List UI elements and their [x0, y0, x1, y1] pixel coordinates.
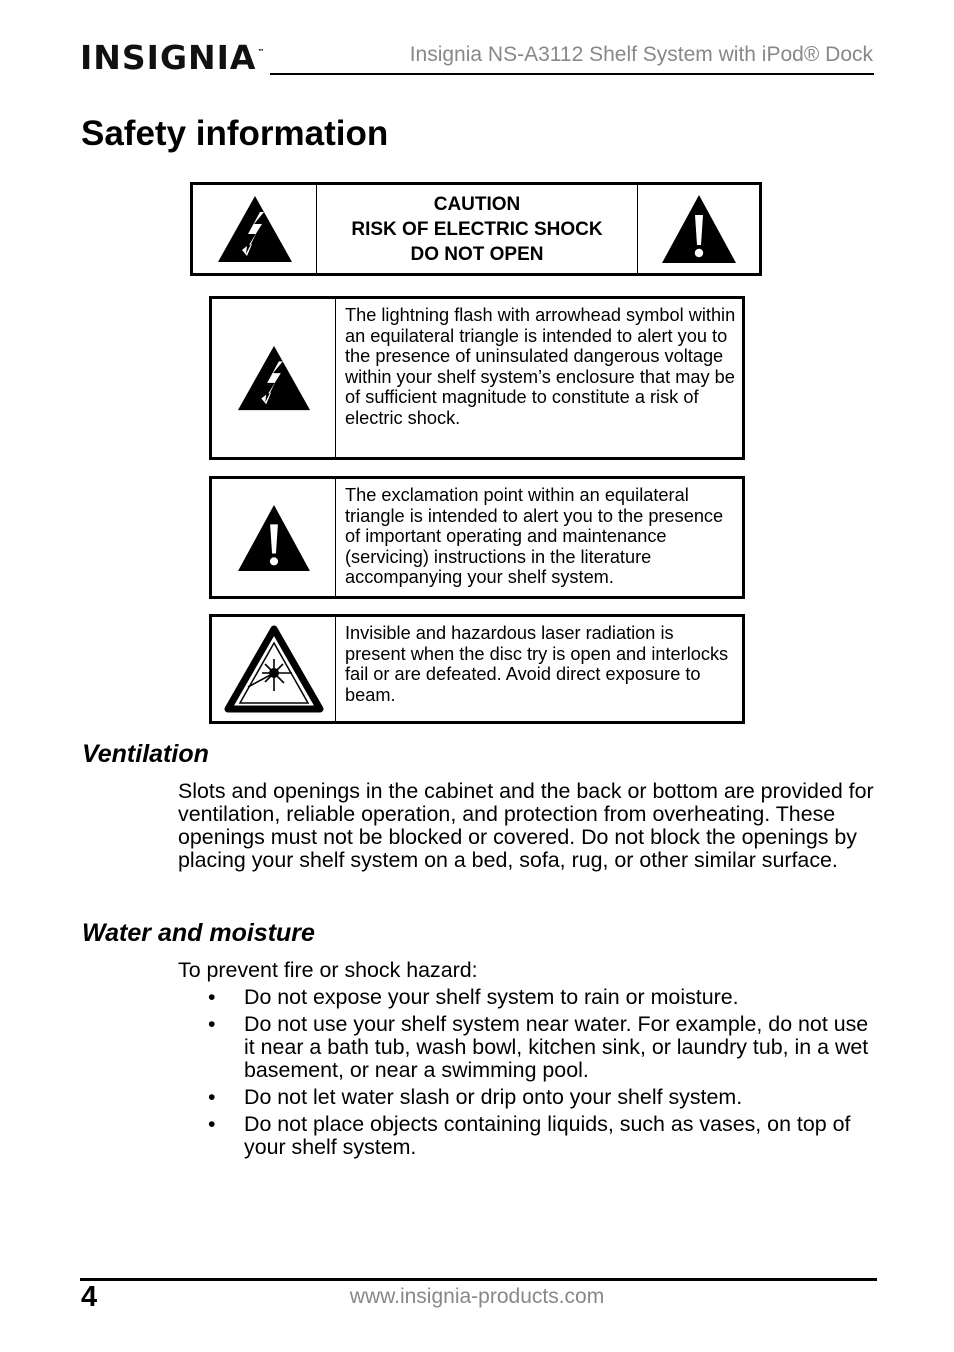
lightning-triangle-icon [236, 343, 312, 413]
insignia-logo [80, 38, 264, 77]
ventilation-heading: Ventilation [82, 740, 209, 768]
list-item [178, 1013, 878, 1082]
exclamation-triangle-icon [236, 503, 312, 573]
symbol-description: Invisible and hazardous laser radiation is present when the disc try is open and interlocks fail or are defeated. Avoid direct exposure to beam. [345, 623, 729, 705]
water-intro: To prevent fire or shock hazard: [178, 958, 478, 982]
laser-symbol-box [209, 614, 745, 724]
list-item-text: Do not expose your shelf system to rain or moisture. [244, 985, 739, 1009]
exclamation-symbol-box [209, 476, 745, 599]
bullet-icon: • [208, 1085, 216, 1109]
list-item [178, 1086, 878, 1109]
bullet-icon: • [208, 1012, 216, 1036]
caution-line: RISK OF ELECTRIC SHOCK [351, 218, 603, 240]
caution-line: DO NOT OPEN [410, 243, 544, 265]
symbol-icon-cell [212, 479, 336, 596]
footer-url[interactable]: www.insignia-products.com [349, 1285, 605, 1308]
page-title: Safety information [81, 114, 389, 153]
page-number: 4 [81, 1281, 98, 1313]
caution-text [317, 185, 637, 273]
ventilation-paragraph: Slots and openings in the cabinet and the back or bottom are provided for ventilation, reliable operation, and protection from overheating. These openings must not be blocked or covered. Do not block the openings by placing your shelf system on a bed, sofa, rug, or other similar surface. [178, 779, 874, 872]
bullet-icon: • [208, 985, 216, 1009]
list-item [178, 986, 878, 1009]
laser-warning-icon [224, 625, 324, 713]
caution-left-icon-cell [193, 185, 317, 273]
list-item-text: Do not place objects containing liquids, such as vases, on top of your shelf system. [244, 1112, 851, 1159]
exclamation-triangle-icon [660, 193, 738, 265]
document-title: Insignia NS-A3112 Shelf System with iPod® Dock [409, 43, 873, 66]
list-item-text: Do not let water slash or drip onto your shelf system. [244, 1085, 743, 1109]
list-item [178, 1113, 878, 1159]
header-divider [270, 73, 874, 75]
water-moisture-heading: Water and moisture [82, 919, 315, 947]
bullet-icon: • [208, 1112, 216, 1136]
symbol-description: The lightning flash with arrowhead symbol within an equilateral triangle is intended to alert you to the presence of uninsulated dangerous voltage within your shelf system’s enclosure that may be of sufficient magnitude to constitute a risk of electric shock. [345, 305, 736, 428]
caution-right-icon-cell [637, 185, 759, 273]
list-item-text: Do not use your shelf system near water. For example, do not use it near a bath tub, wash bowl, kitchen sink, or laundry tub, in a wet basement, or near a swimming pool. [244, 1012, 869, 1082]
caution-label-box [190, 182, 762, 276]
symbol-icon-cell [212, 299, 336, 457]
symbol-description: The exclamation point within an equilateral triangle is intended to alert you to the presence of important operating and maintenance (servicing) instructions in the literature accompanying your shelf system. [345, 485, 724, 587]
trademark-mark: ™ [257, 48, 265, 56]
symbol-icon-cell [212, 617, 336, 721]
water-bullet-list [178, 986, 878, 1163]
lightning-symbol-box [209, 296, 745, 460]
brand-name: INSIGNIA [80, 38, 257, 77]
caution-line: CAUTION [433, 193, 521, 215]
footer-divider [80, 1278, 877, 1281]
lightning-triangle-icon [216, 194, 294, 264]
